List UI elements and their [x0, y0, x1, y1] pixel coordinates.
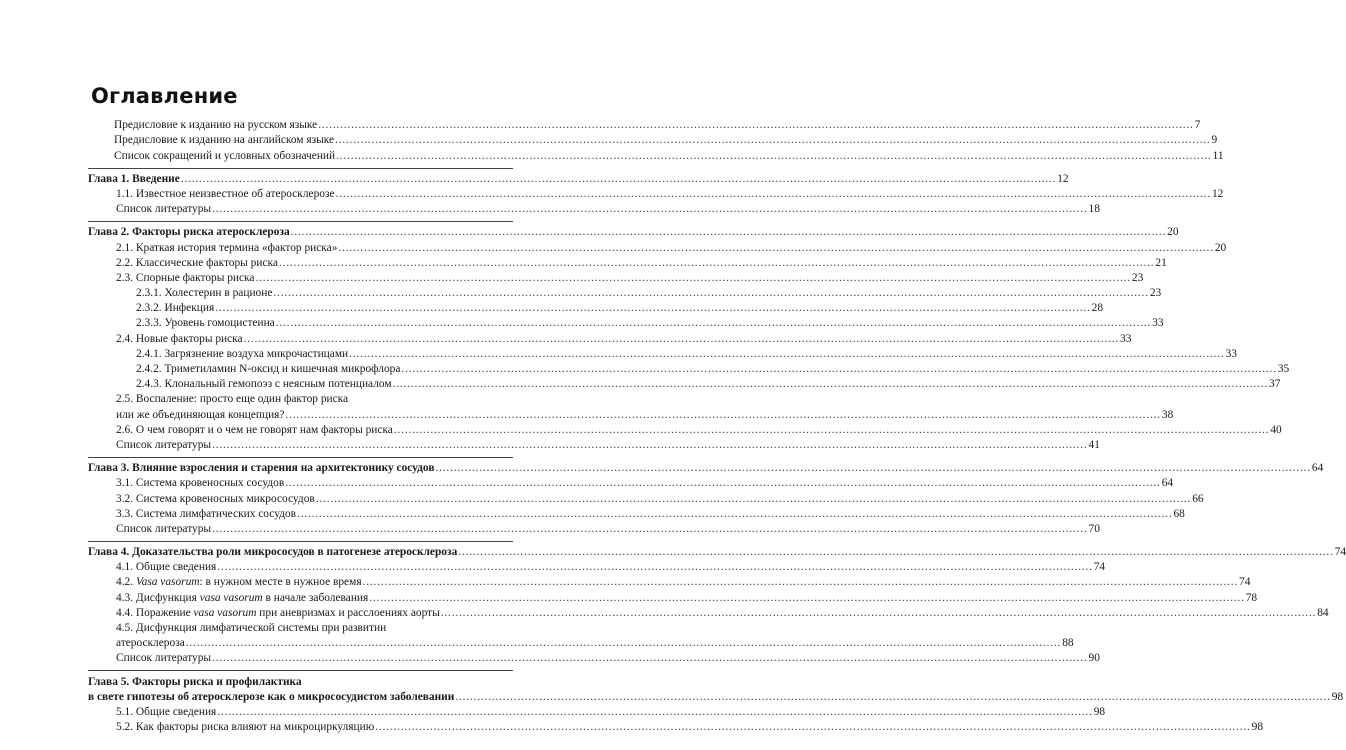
- toc-entry-page: 12: [1057, 172, 1069, 185]
- toc-entry[interactable]: [88, 491, 1204, 506]
- divider: [88, 670, 513, 671]
- toc-entry-text: 2.4.3. Клональный гемопоэз с неясным потенциалом: [136, 378, 392, 391]
- toc-entry[interactable]: [88, 392, 513, 407]
- toc-entry-page: 18: [1088, 203, 1100, 216]
- toc-entry-page: 66: [1192, 492, 1204, 505]
- toc-entry-text: 1.1. Известное неизвестное об атеросклерозе: [116, 187, 335, 200]
- toc-entry[interactable]: [88, 705, 1106, 720]
- toc-chapter-title: Глава 2. Факторы риска атеросклероза: [88, 226, 290, 239]
- toc-chapter-4[interactable]: [88, 545, 1346, 560]
- toc-entry-page: 37: [1269, 378, 1281, 391]
- toc-entry-page: 68: [1173, 507, 1185, 520]
- toc-entry[interactable]: [88, 560, 1106, 575]
- toc-entry-text: 4.5. Дисфункция лимфатической системы при развитии: [116, 622, 387, 634]
- toc-entry-page: 78: [1245, 591, 1258, 604]
- toc-entry-page: 35: [1277, 363, 1290, 375]
- toc-entry-text: атеросклероза: [116, 637, 185, 650]
- divider: [88, 168, 513, 169]
- toc-entry-page: 7: [1194, 119, 1201, 132]
- toc-entry-text: 2.4. Новые факторы риска: [116, 332, 243, 345]
- toc-entry-page: 64: [1161, 477, 1174, 490]
- toc-entry[interactable]: [88, 271, 1144, 286]
- toc-subentry[interactable]: [88, 316, 1164, 331]
- toc-entry-page: 23: [1131, 271, 1144, 284]
- toc-entry-text: 4.1. Общие сведения: [116, 561, 217, 574]
- toc-entry-page: 20: [1214, 241, 1227, 254]
- toc-entry-page: 9: [1211, 134, 1218, 147]
- toc-entry-text: 2.3.3. Уровень гомоцистеина: [136, 317, 275, 330]
- toc-entry-text: 2.2. Классические факторы риска: [116, 256, 278, 269]
- toc-entry-text: 2.5. Воспаление: просто еще один фактор риска: [116, 393, 349, 406]
- toc-entry-text: 3.1. Система кровеносных сосудов: [116, 477, 285, 490]
- toc-entry[interactable]: [88, 507, 1185, 522]
- toc-chapter-5-continuation[interactable]: [88, 690, 1344, 705]
- divider: [88, 221, 513, 222]
- toc-chapter-1[interactable]: [88, 172, 1069, 187]
- toc-entry-page: 70: [1088, 522, 1100, 535]
- toc-entry-page: 98: [1331, 690, 1344, 703]
- toc-entry-text: 4.3. Дисфункция vasa vasorum в начале заболевания: [116, 591, 369, 604]
- toc-entry-preface-en[interactable]: [88, 133, 1218, 148]
- toc-entry[interactable]: [88, 240, 1227, 255]
- toc-entry-page: 40: [1270, 423, 1282, 436]
- toc-entry-page: 74: [1239, 576, 1251, 589]
- toc-entry-text: 3.3. Система лимфатических сосудов: [116, 507, 297, 520]
- toc-entry-text: Список сокращений и условных обозначений: [114, 149, 336, 162]
- toc-entry-text: 2.4.2. Триметиламин N-оксид и кишечная микрофлора: [136, 363, 401, 375]
- toc-entry-text: Список литературы: [116, 438, 212, 451]
- page-title: Оглавление: [91, 84, 238, 108]
- toc-entry-text: Список литературы: [116, 203, 212, 216]
- toc-entry-page: 88: [1062, 637, 1074, 650]
- toc-entry-continuation[interactable]: [88, 636, 1074, 651]
- toc-chapter-title: Глава 3. Влияние взросления и старения на архитектонику сосудов: [88, 462, 435, 475]
- toc-entry[interactable]: [88, 438, 1100, 453]
- toc-chapter-title: Глава 1. Введение: [88, 172, 180, 185]
- toc-chapter-2[interactable]: [88, 225, 1179, 240]
- toc-entry-abbreviations[interactable]: [88, 148, 1224, 163]
- toc-entry-continuation[interactable]: [88, 407, 1174, 422]
- toc-entry[interactable]: [88, 202, 1100, 217]
- toc-entry-page: 90: [1088, 652, 1100, 665]
- toc-entry[interactable]: [88, 331, 1132, 346]
- toc-entry-page: 64: [1311, 462, 1324, 475]
- toc-entry-page: 41: [1088, 438, 1100, 451]
- toc-chapter-5[interactable]: [88, 674, 513, 689]
- toc-entry-page: 74: [1334, 546, 1346, 559]
- toc-entry-text: или же объединяющая концепция?: [116, 408, 285, 421]
- toc-entry-text: 2.6. О чем говорят и о чем не говорят нам факторы риска: [116, 423, 393, 436]
- toc-entry-text: 2.4.1. Загрязнение воздуха микрочастицами: [136, 347, 349, 360]
- toc-chapter-title: Глава 4. Доказательства роли микрососудов в патогенезе атеросклероза: [88, 546, 458, 559]
- toc-entry-text: 5.2. Как факторы риска влияют на микроциркуляцию: [116, 721, 375, 734]
- toc-entry-text: 2.3.2. Инфекция: [136, 302, 215, 315]
- toc-entry-page: 28: [1091, 302, 1104, 315]
- toc-chapter-3[interactable]: [88, 461, 1324, 476]
- divider: [88, 457, 513, 458]
- toc-subentry[interactable]: [88, 286, 1162, 301]
- toc-entry-text: 4.2. Vasa vasorum: в нужном месте в нужное время: [116, 576, 362, 589]
- toc-entry-text: 2.1. Краткая история термина «фактор риска»: [116, 241, 338, 254]
- toc-entry-text: 2.3. Спорные факторы риска: [116, 271, 255, 284]
- toc-chapter-title: Глава 5. Факторы риска и профилактика: [88, 675, 302, 688]
- toc-entry-page: 38: [1161, 408, 1174, 421]
- toc-entry-page: 20: [1167, 226, 1179, 239]
- toc-chapter-title: в свете гипотезы об атеросклерозе как о микрососудистом заболевании: [88, 690, 455, 703]
- toc-entry-text: Список литературы: [116, 652, 212, 665]
- toc-entry-text: 5.1. Общие сведения: [116, 705, 217, 718]
- toc-entry[interactable]: [88, 476, 1174, 491]
- toc-entry[interactable]: [88, 575, 1251, 590]
- toc-entry-text: 3.2. Система кровеносных микрососудов: [116, 492, 315, 505]
- toc-entry-page: 84: [1317, 606, 1329, 619]
- toc-entry-page: 11: [1212, 149, 1224, 162]
- toc-entry[interactable]: [88, 651, 1100, 666]
- toc-entry-page: 23: [1149, 287, 1162, 300]
- toc-entry-text: Предисловие к изданию на русском языке: [114, 119, 318, 132]
- toc-entry-page: 33: [1225, 347, 1237, 360]
- toc-entry[interactable]: [88, 606, 1329, 621]
- toc-entry[interactable]: [88, 256, 1167, 271]
- toc-entry[interactable]: [88, 187, 1224, 202]
- toc-entry[interactable]: [88, 621, 513, 636]
- toc-entry[interactable]: [88, 423, 1282, 438]
- toc-entry-page: 33: [1120, 332, 1132, 345]
- table-of-contents: [88, 118, 1346, 735]
- toc-entry-text: Предисловие к изданию на английском языке: [114, 134, 335, 147]
- toc-entry[interactable]: [88, 522, 1100, 537]
- toc-entry-text: 4.4. Поражение vasa vasorum при аневризмах и расслоениях аорты: [116, 606, 440, 619]
- toc-entry-page: 98: [1093, 705, 1106, 718]
- toc-entry[interactable]: [88, 590, 1258, 605]
- toc-entry-page: 33: [1152, 317, 1164, 330]
- toc-entry-page: 21: [1155, 256, 1167, 269]
- toc-entry-page: 98: [1251, 721, 1264, 734]
- toc-subentry[interactable]: [88, 362, 1290, 377]
- toc-entry[interactable]: [88, 720, 1264, 735]
- toc-entry-page: 74: [1093, 561, 1106, 574]
- toc-subentry[interactable]: [88, 301, 1104, 316]
- divider: [88, 541, 513, 542]
- toc-subentry[interactable]: [88, 347, 1237, 362]
- toc-entry-page: 12: [1211, 187, 1224, 200]
- toc-entry-text: Список литературы: [116, 522, 212, 535]
- toc-entry-preface-ru[interactable]: [88, 118, 1201, 133]
- toc-subentry[interactable]: [88, 377, 1281, 392]
- toc-entry-text: 2.3.1. Холестерин в рационе: [136, 287, 273, 300]
